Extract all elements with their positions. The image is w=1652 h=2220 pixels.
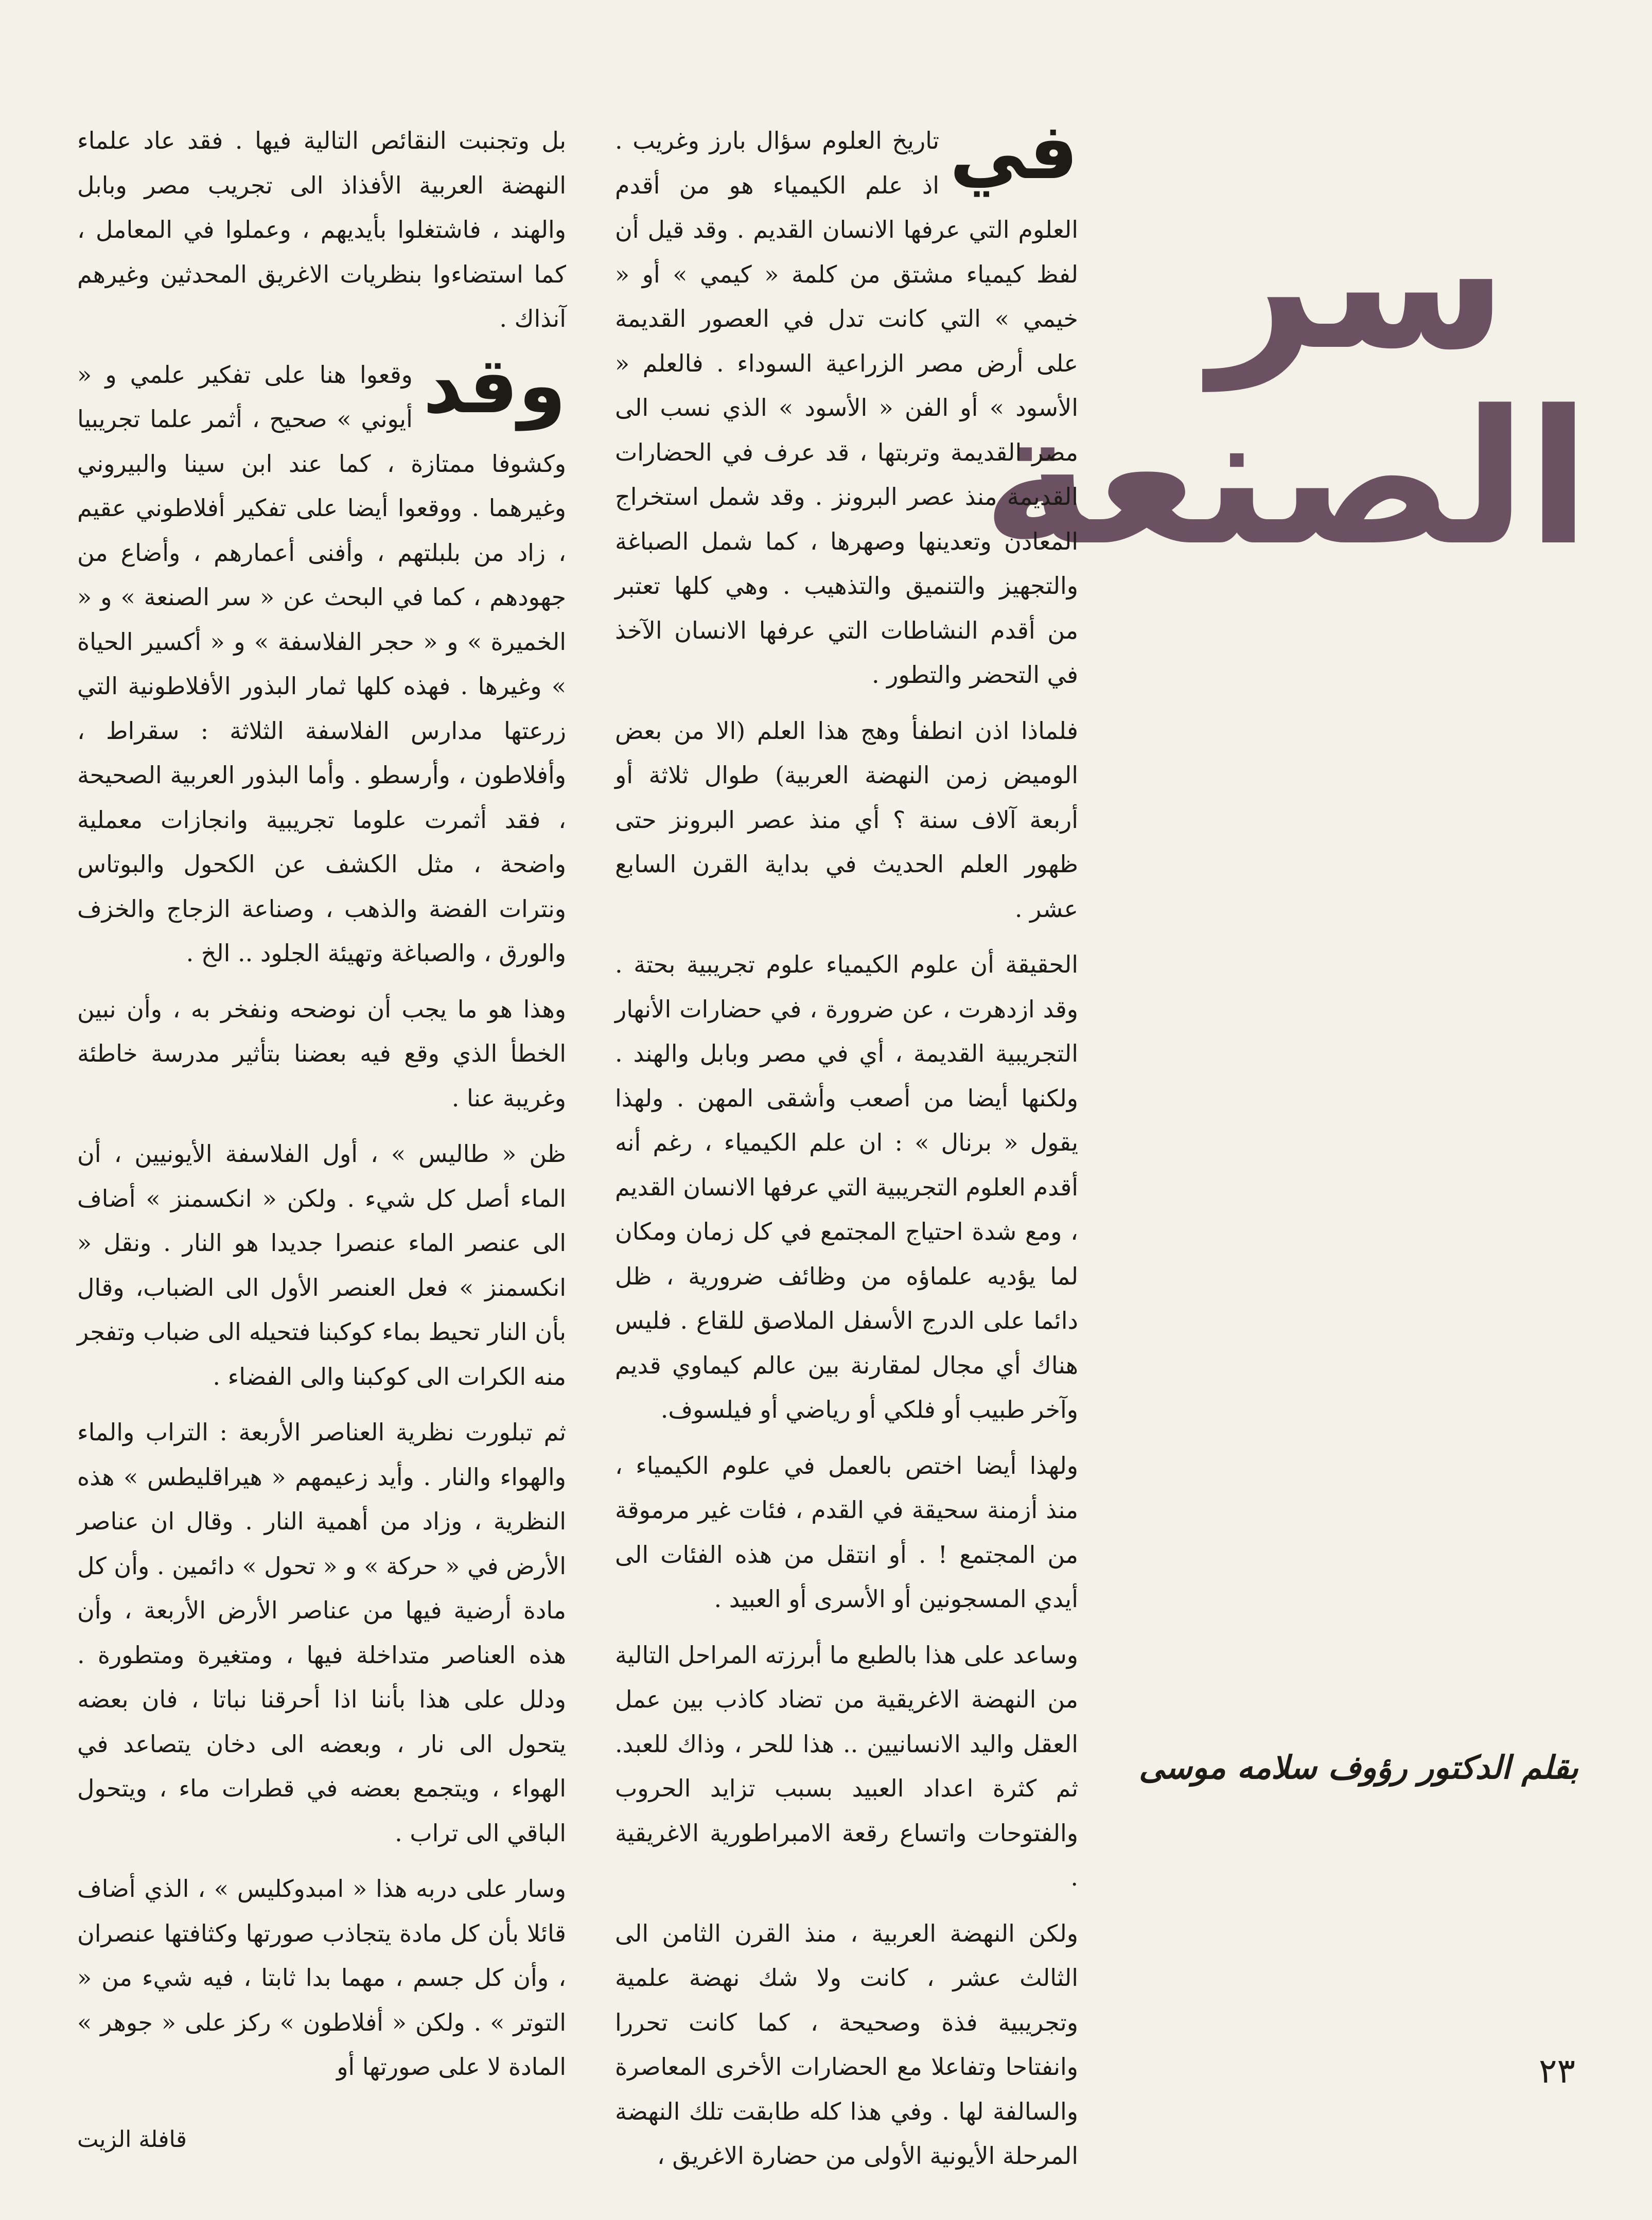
paragraph: الحقيقة أن علوم الكيمياء علوم تجريبية بحتة . وقد ازدهرت ، عن ضرورة ، في حضارات الأنهار التجريبية القديمة ، أي في مصر وبابل والهند . ولكنها أيضا من أصعب وأشقى المهن . ولهذا يقول « برنال » : ان علم الكيمياء ، رغم أنه أقدم العلوم التجريبية التي عرفها الانسان القديم ، ومع شدة احتياج المجتمع في كل زمان ومكان لما يؤديه علماؤه من وظائف ضرورية ، ظل دائما على الدرج الأسفل الملاصق للقاع . فليس هناك أي مجال لمقارنة بين عالم كيماوي قديم وآخر طبيب أو فلكي أو رياضي أو فيلسوف.	[615, 950, 1078, 1423]
article-title-line-1: سر	[1210, 175, 1507, 391]
text-column-right	[615, 107, 1078, 2178]
author-byline: بقلم الدكتور رؤوف سلامه موسى	[1139, 1749, 1578, 1786]
paragraph: وسار على دربه هذا « امبدوكليس » ، الذي أضاف قائلا بأن كل مادة يتجاذب صورتها وكثافتها عنصران ، وأن كل جسم ، مهما بدا ثابتا ، فيه شيء من « التوتر » . ولكن « أفلاطون » ركز على « جوهر » المادة لا على صورتها أو	[77, 1875, 566, 2081]
paragraph: ثم تبلورت نظرية العناصر الأربعة : التراب والماء والهواء والنار . وأيد زعيمهم « هيراقليطس » هذه النظرية ، وزاد من أهمية النار . وقال ان عناصر الأرض في « حركة » و « تحول » دائمين . وأن كل مادة أرضية فيها من عناصر الأرض الأربعة ، وأن هذه العناصر متداخلة فيها ، ومتغيرة ومتطورة . ودلل على هذا بأننا اذا أحرقنا نباتا ، فان بعضه يتحول الى نار ، وبعضه الى دخان يتصاعد في الهواء ، ويتجمع بعضه في قطرات ماء ، ويتحول الباقي الى تراب .	[77, 1418, 566, 1847]
paragraph	[615, 107, 1078, 697]
paragraph-text: تاريخ العلوم سؤال بارز وغريب . اذ علم الكيمياء هو من أقدم العلوم التي عرفها الانسان القديم . وقد قيل أن لفظ كيمياء مشتق من كلمة « كيمي » أو « خيمي » التي كانت تدل في العصور القديمة على أرض مصر الزراعية السوداء . فالعلم « الأسود » أو الفن « الأسود » الذي نسب الى مصر القديمة وتربتها ، قد عرف في الحضارات القديمة منذ عصر البرونز . وقد شمل استخراج المعادن وتعدينها وصهرها ، كما شمل الصباغة والتجهيز والتنميق والتذهيب . وهي كلها تعتبر من أقدم النشاطات التي عرفها الانسان الآخذ في التحضر والتطور .	[615, 127, 1078, 689]
paragraph-text: وقعوا هنا على تفكير علمي و « أيوني » صحيح ، أثمر علما تجريبيا وكشوفا ممتازة ، كما عند ابن سينا والبيروني وغيرهما . ووقعوا أيضا على تفكير أفلاطوني عقيم ، زاد من بلبلتهم ، وأفنى أعمارهم ، وأضاع من جهودهم ، كما في البحث عن « سر الصنعة » و « الخميرة » و « حجر الفلاسفة » و « أكسير الحياة » وغيرها . فهذه كلها ثمار البذور الأفلاطونية التي زرعتها مدارس الفلاسفة الثلاثة : سقراط ، وأفلاطون ، وأرسطو . وأما البذور العربية الصحيحة ، فقد أثمرت علوما تجريبية وانجازات معملية واضحة ، مثل الكشف عن الكحول والبوتاس ونترات الفضة والذهب ، وصناعة الزجاج والخزف والورق ، والصباغة وتهيئة الجلود .. الخ .	[77, 360, 566, 967]
publication-footer: قافلة الزيت	[77, 2126, 187, 2153]
text-column-left	[77, 118, 566, 2089]
article-title-line-2: الصنعة	[982, 371, 1590, 586]
paragraph: ولكن النهضة العربية ، منذ القرن الثامن الى الثالث عشر ، كانت ولا شك نهضة علمية وتجريبية فذة وصحيحة ، كما كانت تحررا وانفتاحا وتفاعلا مع الحضارات الأخرى المعاصرة والسالفة لها . وفي هذا كله طابقت تلك النهضة المرحلة الأيونية الأولى من حضارة الاغريق ،	[615, 1919, 1078, 2170]
paragraph: ظن « طاليس » ، أول الفلاسفة الأيونيين ، أن الماء أصل كل شيء . ولكن « انكسمنز » أضاف الى عنصر الماء عنصرا جديدا هو النار . ونقل « انكسمنز » فعل العنصر الأول الى الضباب، وقال بأن النار تحيط بماء كوكبنا فتحيله الى ضباب وتفجر منه الكرات الى كوكبنا والى الفضاء .	[77, 1140, 566, 1390]
paragraph: فلماذا اذن انطفأ وهج هذا العلم (الا من بعض الوميض زمن النهضة العربية) طوال ثلاثة أو أربعة آلاف سنة ؟ أي منذ عصر البرونز حتى ظهور العلم الحديث في بداية القرن السابع عشر .	[615, 716, 1078, 923]
paragraph: وهذا هو ما يجب أن نوضحه ونفخر به ، وأن نبين الخطأ الذي وقع فيه بعضنا بتأثير مدرسة خاطئة وغريبة عنا .	[77, 995, 567, 1112]
drop-cap: في	[950, 107, 1078, 197]
paragraph: وساعد على هذا بالطبع ما أبرزته المراحل التالية من النهضة الاغريقية من تضاد كاذب بين عمل العقل واليد الانسانيين .. هذا للحر ، وذاك للعبد. ثم كثرة اعداد العبيد بسبب تزايد الحروب والفتوحات واتساع رقعة الامبراطورية الاغريقية .	[615, 1641, 1078, 1891]
page-number: ٢٣	[1539, 2051, 1575, 2091]
drop-cap: وقد	[423, 341, 566, 431]
paragraph	[77, 341, 566, 976]
paragraph: ولهذا أيضا اختص بالعمل في علوم الكيمياء ، منذ أزمنة سحيقة في القدم ، فئات غير مرموقة من المجتمع ! . أو انتقل من هذه الفئات الى أيدي المسجونين أو الأسرى أو العبيد .	[615, 1451, 1078, 1613]
paragraph: بل وتجنبت النقائص التالية فيها . فقد عاد علماء النهضة العربية الأفذاذ الى تجريب مصر وبابل والهند ، فاشتغلوا بأيديهم ، وعملوا في المعامل ، كما استضاءوا بنظريات الاغريق المحدثين وغيرهم آنذاك .	[77, 127, 566, 332]
